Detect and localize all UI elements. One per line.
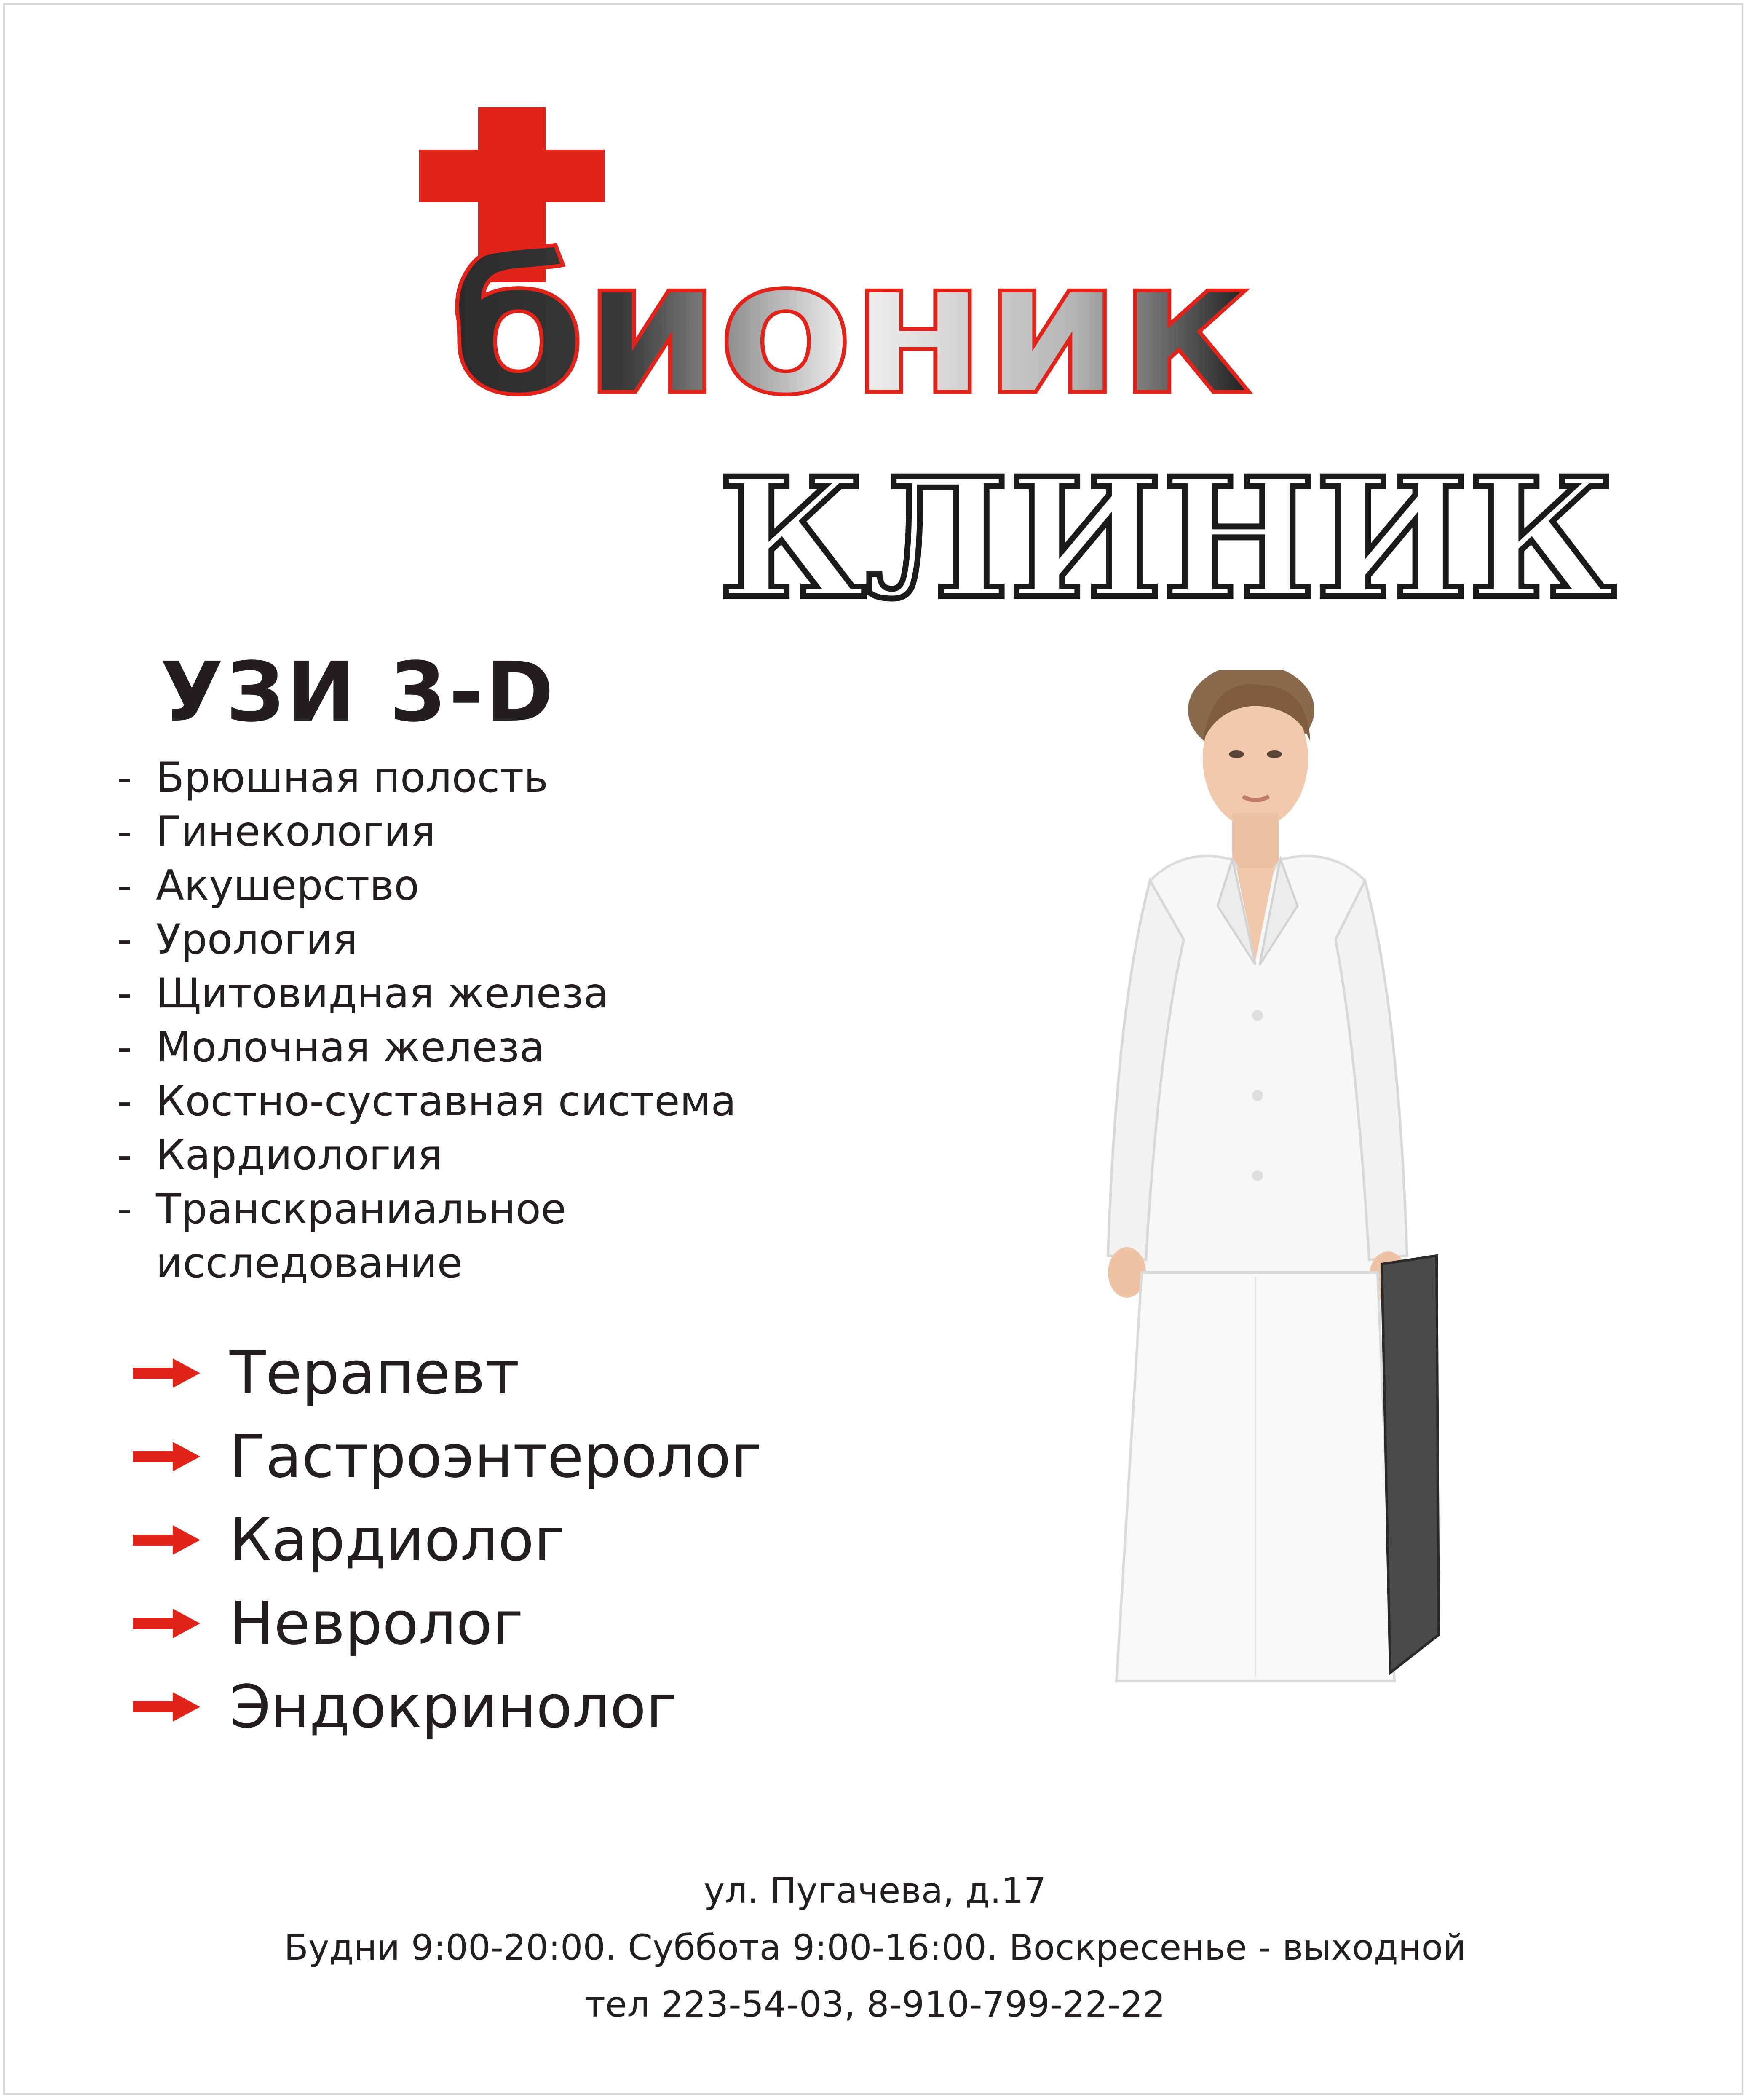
brand-name: бионик bbox=[449, 220, 1251, 436]
red-arrow-icon bbox=[133, 1692, 200, 1722]
specialist-item bbox=[133, 1498, 762, 1582]
phone-numbers: тел 223-54-03, 8-910-799-22-22 bbox=[584, 1984, 1166, 2025]
list-item bbox=[117, 967, 736, 1021]
list-item-label: Транскраниальное bbox=[156, 1185, 567, 1233]
list-bullet: - bbox=[117, 754, 132, 802]
list-item-continuation: исследование bbox=[156, 1239, 463, 1287]
list-item-label: Урология bbox=[156, 916, 358, 964]
list-bullet: - bbox=[117, 808, 132, 856]
list-bullet: - bbox=[117, 1023, 132, 1071]
list-item bbox=[117, 1021, 736, 1074]
list-item bbox=[117, 1128, 736, 1182]
list-item-label: Акушерство bbox=[156, 862, 420, 910]
doctor-photo bbox=[1045, 670, 1458, 1732]
list-item-label: Кардиология bbox=[156, 1131, 442, 1179]
list-bullet: - bbox=[117, 1077, 132, 1125]
list-item-label: Брюшная полость bbox=[156, 754, 549, 802]
list-bullet: - bbox=[117, 916, 132, 964]
list-item bbox=[117, 1074, 736, 1128]
list-item bbox=[117, 751, 736, 805]
clinic-logo bbox=[0, 0, 1750, 632]
list-item-label: Молочная железа bbox=[156, 1023, 545, 1071]
specialist-item bbox=[133, 1582, 762, 1665]
specialist-item bbox=[133, 1415, 762, 1498]
specialist-label: Гастроэнтеролог bbox=[230, 1422, 762, 1491]
list-item-label: Щитовидная железа bbox=[156, 970, 609, 1018]
list-item bbox=[117, 913, 736, 967]
list-bullet: - bbox=[117, 862, 132, 910]
specialist-item bbox=[133, 1331, 762, 1415]
list-item bbox=[117, 859, 736, 913]
specialist-item bbox=[133, 1665, 762, 1749]
ultrasound-title: УЗИ 3-D bbox=[160, 644, 557, 740]
red-arrow-icon bbox=[133, 1442, 200, 1471]
specialist-label: Терапевт bbox=[230, 1339, 520, 1408]
logo-graphic bbox=[0, 0, 1750, 632]
opening-hours: Будни 9:00-20:00. Суббота 9:00-16:00. Воскресенье - выходной bbox=[284, 1927, 1466, 1968]
specialists-list bbox=[133, 1331, 762, 1749]
list-bullet: - bbox=[117, 970, 132, 1018]
specialist-label: Кардиолог bbox=[230, 1505, 565, 1575]
list-item bbox=[117, 1182, 736, 1236]
list-bullet: - bbox=[117, 1185, 132, 1233]
list-bullet: - bbox=[117, 1131, 132, 1179]
address: ул. Пугачева, д.17 bbox=[704, 1870, 1046, 1911]
red-arrow-icon bbox=[133, 1525, 200, 1555]
specialist-label: Эндокринолог bbox=[230, 1672, 677, 1741]
red-arrow-icon bbox=[133, 1358, 200, 1388]
specialist-label: Невролог bbox=[230, 1589, 524, 1658]
red-arrow-icon bbox=[133, 1609, 200, 1638]
list-item-label: Костно-суставная система bbox=[156, 1077, 736, 1125]
ultrasound-list bbox=[117, 751, 736, 1290]
list-item-label: Гинекология bbox=[156, 808, 436, 856]
list-item bbox=[117, 805, 736, 859]
brand-sub: КЛИНИК bbox=[718, 442, 1616, 632]
contact-footer bbox=[0, 1862, 1750, 2033]
